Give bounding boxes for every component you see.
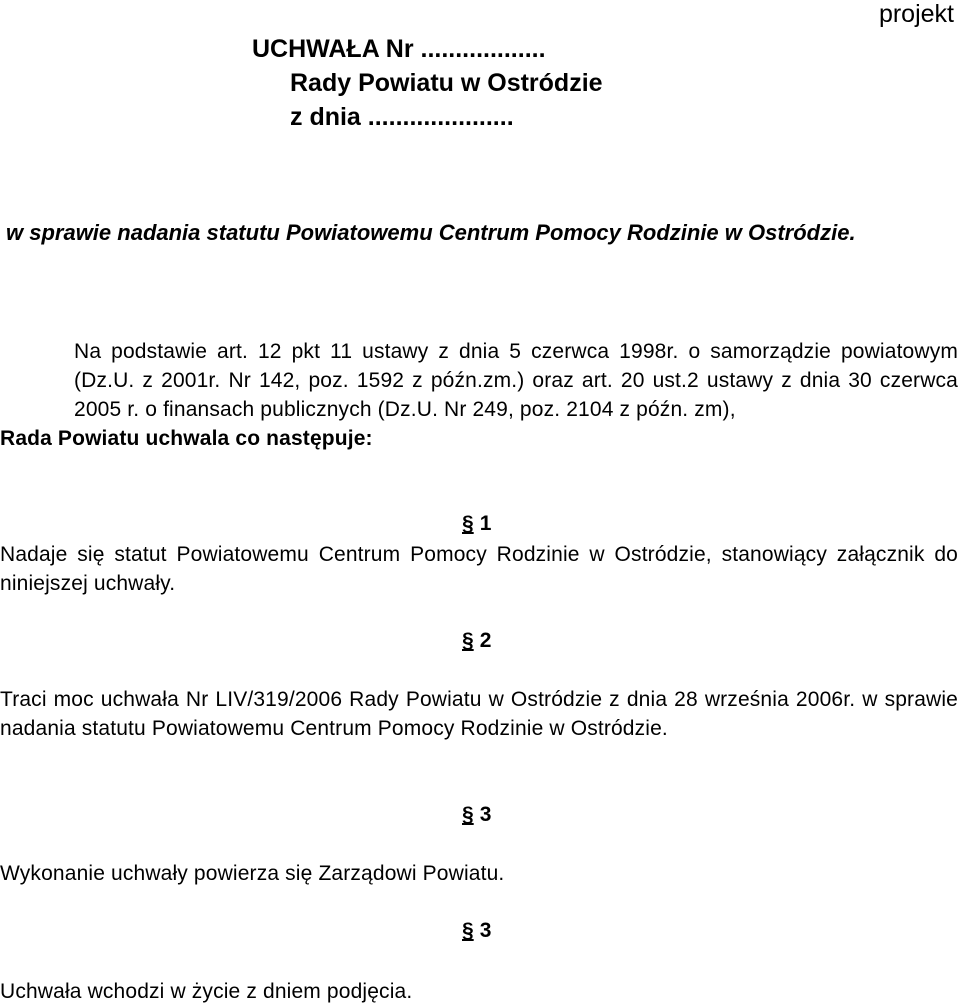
section-number: 3 bbox=[479, 919, 492, 942]
section-number: 3 bbox=[479, 803, 492, 826]
council-resolves-line: Rada Powiatu uchwala co następuje: bbox=[0, 427, 373, 450]
council-name-line: Rady Powiatu w Ostródzie bbox=[290, 69, 603, 97]
section-heading-4 bbox=[462, 917, 491, 945]
section-sign: § bbox=[462, 803, 474, 826]
draft-stamp: projekt bbox=[878, 0, 954, 28]
section-text-3: Wykonanie uchwały powierza się Zarządowi Powiatu. bbox=[0, 862, 505, 885]
section-number: 1 bbox=[479, 512, 492, 535]
resolution-subject: w sprawie nadania statutu Powiatowemu Centrum Pomocy Rodzinie w Ostródzie. bbox=[6, 220, 856, 245]
section-text-4: Uchwała wchodzi w życie z dniem podjęcia. bbox=[0, 980, 413, 1003]
section-sign: § bbox=[462, 512, 474, 535]
section-text-2: Traci moc uchwała Nr LIV/319/2006 Rady Powiatu w Ostródzie z dnia 28 września 2006r. w sprawie nadania statutu Powiatowemu Centrum Pomocy Rodzinie w Ostródzie. bbox=[0, 688, 958, 740]
legal-basis-block bbox=[0, 337, 958, 453]
section-sign: § bbox=[462, 919, 474, 942]
resolution-date-line: z dnia ..................... bbox=[290, 103, 514, 131]
section-sign: § bbox=[462, 629, 474, 652]
legal-basis-text: Na podstawie art. 12 pkt 11 ustawy z dnia 5 czerwca 1998r. o samorządzie powiatowym (Dz.U. z 2001r. Nr 142, poz. 1592 z późn.zm.) oraz art. 20 ust.2 ustawy z dnia 30 czerwca 2005 r. o finansach publicznych (Dz.U. Nr 249, poz. 2104 z późn. zm), bbox=[74, 340, 958, 421]
section-text-1: Nadaje się statut Powiatowemu Centrum Pomocy Rodzinie w Ostródzie, stanowiący załącznik do niniejszej uchwały. bbox=[0, 543, 958, 595]
resolution-number-line: UCHWAŁA Nr .................. bbox=[252, 35, 546, 63]
section-number: 2 bbox=[479, 629, 492, 652]
section-heading-2 bbox=[462, 627, 491, 655]
section-heading-1 bbox=[462, 510, 491, 538]
section-heading-3 bbox=[462, 801, 491, 829]
